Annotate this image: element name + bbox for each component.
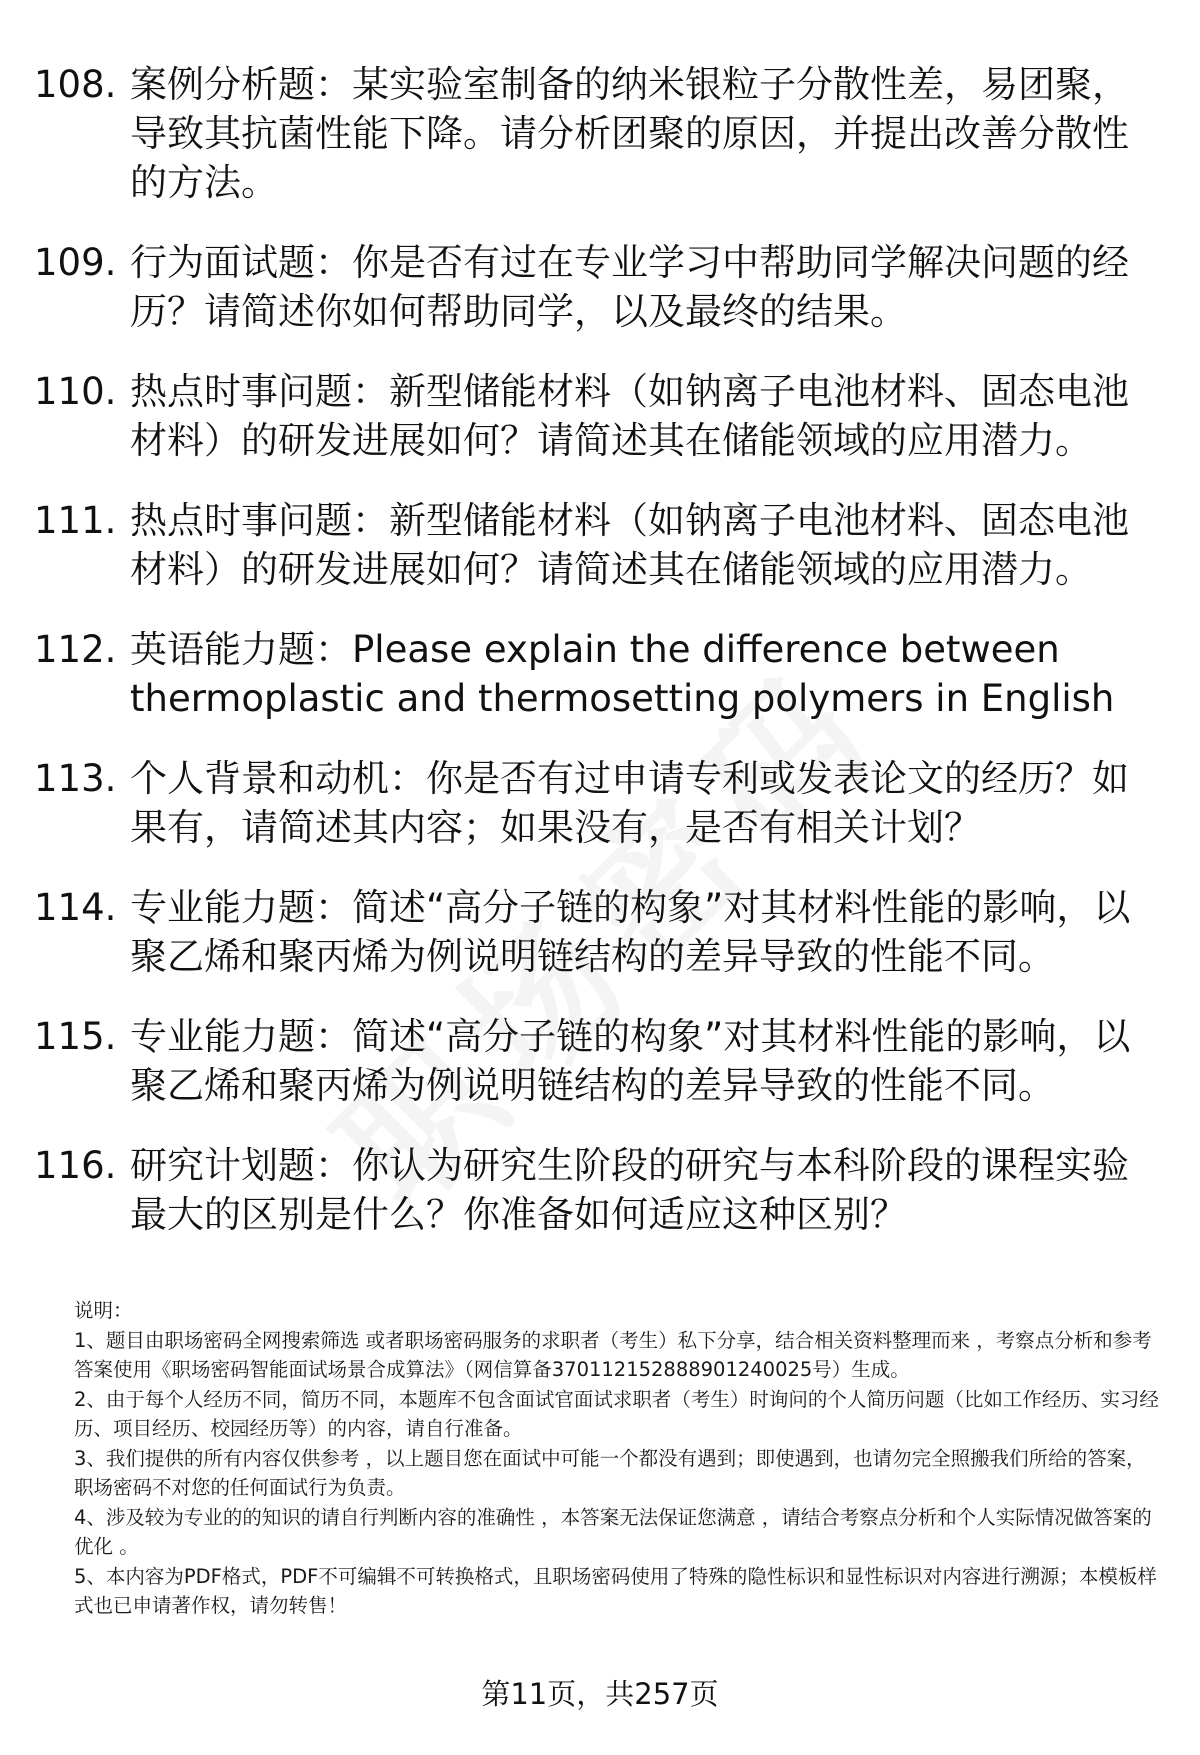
- question-number: 110.: [34, 370, 117, 413]
- note-item: 3、我们提供的所有内容仅供参考 ，以上题目您在面试中可能一个都没有遇到；即使遇到，也请勿完全照搬我们所给的答案，职场密码不对您的任何面试行为负责。: [74, 1446, 1146, 1499]
- question-list: [34, 60, 1154, 1270]
- question-item: [34, 496, 1154, 594]
- question-text: 行为面试题：你是否有过在专业学习中帮助同学解决问题的经历？请简述你如何帮助同学，以及最终的结果。: [130, 241, 1129, 333]
- question-text: 英语能力题：Please explain the difference between thermoplastic and thermosetting polymers in English: [130, 628, 1115, 720]
- page-number: 第11页，共257页: [481, 1677, 719, 1711]
- question-item: [34, 367, 1154, 465]
- question-text: 研究计划题：你认为研究生阶段的研究与本科阶段的课程实验最大的区别是什么？你准备如何适应这种区别？: [130, 1144, 1129, 1236]
- question-text: 个人背景和动机：你是否有过申请专利或发表论文的经历？如果有，请简述其内容；如果没有，是否有相关计划？: [130, 757, 1129, 849]
- question-number: 114.: [34, 886, 117, 929]
- question-number: 108.: [34, 63, 117, 106]
- question-number: 113.: [34, 757, 117, 800]
- question-number: 112.: [34, 628, 117, 671]
- note-item: 4、涉及较为专业的的知识的请自行判断内容的准确性 ，本答案无法保证您满意 ，请结合考察点分析和个人实际情况做答案的优化 。: [74, 1505, 1152, 1558]
- note-item: 5、本内容为PDF格式，PDF不可编辑不可转换格式，且职场密码使用了特殊的隐性标识和显性标识对内容进行溯源；本模板样式也已申请著作权，请勿转售！: [74, 1564, 1157, 1617]
- question-text: 热点时事问题：新型储能材料（如钠离子电池材料、固态电池材料）的研发进展如何？请简述其在储能领域的应用潜力。: [130, 499, 1129, 591]
- question-text: 专业能力题：简述“高分子链的构象”对其材料性能的影响，以聚乙烯和聚丙烯为例说明链结构的差异导致的性能不同。: [130, 886, 1131, 978]
- disclaimer-notes: [74, 1296, 1164, 1621]
- question-item: [34, 238, 1154, 336]
- question-item: [34, 60, 1154, 207]
- question-number: 109.: [34, 241, 117, 284]
- question-item: [34, 883, 1154, 981]
- question-number: 115.: [34, 1015, 117, 1058]
- question-number: 116.: [34, 1144, 117, 1187]
- question-text: 专业能力题：简述“高分子链的构象”对其材料性能的影响，以聚乙烯和聚丙烯为例说明链结构的差异导致的性能不同。: [130, 1015, 1131, 1107]
- question-item: [34, 625, 1154, 723]
- question-item: [34, 754, 1154, 852]
- note-item: 2、由于每个人经历不同，简历不同，本题库不包含面试官面试求职者（考生）时询问的个人简历问题（比如工作经历、实习经历、项目经历、校园经历等）的内容，请自行准备。: [74, 1387, 1159, 1440]
- notes-heading: 说明：: [74, 1299, 133, 1322]
- question-item: [34, 1141, 1154, 1239]
- question-number: 111.: [34, 499, 117, 542]
- note-item: 1、题目由职场密码全网搜索筛选 或者职场密码服务的求职者（考生）私下分享，结合相关资料整理而来 ，考察点分析和参考答案使用《职场密码智能面试场景合成算法》（网信算备370112152888901240025号）生成。: [74, 1328, 1152, 1381]
- question-text: 案例分析题：某实验室制备的纳米银粒子分散性差，易团聚，导致其抗菌性能下降。请分析团聚的原因，并提出改善分散性的方法。: [130, 63, 1129, 204]
- question-item: [34, 1012, 1154, 1110]
- question-text: 热点时事问题：新型储能材料（如钠离子电池材料、固态电池材料）的研发进展如何？请简述其在储能领域的应用潜力。: [130, 370, 1129, 462]
